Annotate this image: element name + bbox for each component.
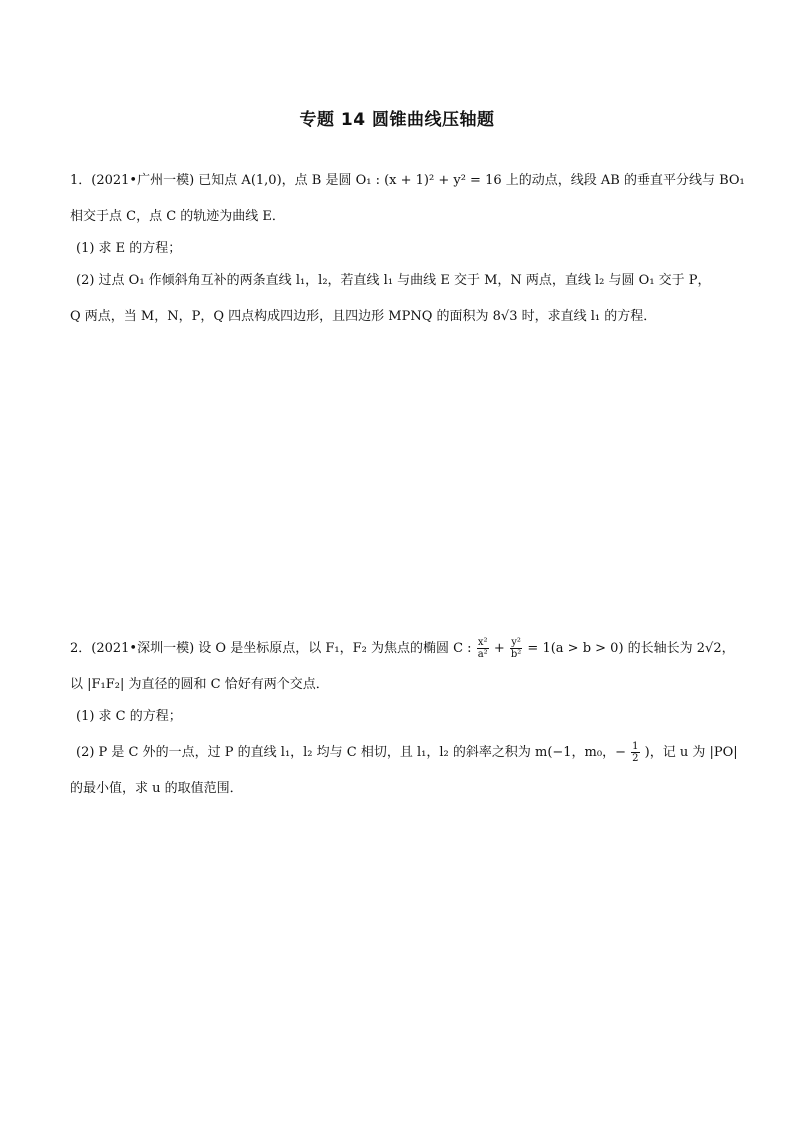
problem1-part2-line2: Q 两点，当 M，N，P，Q 四点构成四边形，且四边形 MPNQ 的面积为 8√3 时，求直线 l₁ 的方程． — [70, 309, 657, 324]
problem2-line1-text-b: = 1(a > b > 0) 的长轴长为 2√2， — [527, 641, 735, 656]
fraction-numerator: y² — [511, 637, 521, 648]
problem1-line1: 1．(2021•广州一模) 已知点 A(1,0)，点 B 是圆 O₁ : (x + 1)² + y² = 16 上的动点，线段 AB 的垂直平分线与 BO₁ — [70, 173, 745, 188]
fraction-x2-a2 — [477, 637, 489, 660]
problem2-line1-text-a: 2．(2021•深圳一模) 设 O 是坐标原点，以 F₁，F₂ 为焦点的椭圆 C : — [70, 641, 472, 656]
fraction-y2-b2 — [510, 637, 522, 660]
fraction-one-half — [631, 741, 639, 764]
problem2-part2-text-b: )，记 u 为 |PO| — [644, 745, 738, 760]
problem2-part2-text-a: (2) P 是 C 外的一点，过 P 的直线 l₁，l₂ 均与 C 相切，且 l₁，l₂ 的斜率之积为 m(−1，m₀，− — [76, 745, 626, 760]
problem1-part1: (1) 求 E 的方程； — [76, 241, 182, 256]
problem1-part2-line1: (2) 过点 O₁ 作倾斜角互补的两条直线 l₁，l₂，若直线 l₁ 与曲线 E 交于 M，N 两点，直线 l₂ 与圆 O₁ 交于 P， — [76, 273, 711, 288]
page-title: 专题 14 圆锥曲线压轴题 — [299, 110, 495, 130]
problem2-part1: (1) 求 C 的方程； — [76, 709, 182, 724]
fraction-denominator: a² — [477, 649, 488, 660]
problem2-line1 — [70, 637, 735, 660]
problem2-line2: 以 |F₁F₂| 为直径的圆和 C 恰好有两个交点． — [70, 677, 329, 692]
problem2-part2-line1 — [76, 741, 736, 764]
fraction-numerator: 1 — [632, 741, 639, 752]
fraction-denominator: 2 — [632, 753, 639, 764]
plus-sign: + — [493, 641, 505, 656]
fraction-denominator: b² — [510, 649, 522, 660]
fraction-numerator: x² — [477, 637, 488, 648]
problem2-part2-line2: 的最小值，求 u 的取值范围． — [70, 781, 243, 796]
problem1-line2: 相交于点 C，点 C 的轨迹为曲线 E． — [70, 209, 285, 224]
